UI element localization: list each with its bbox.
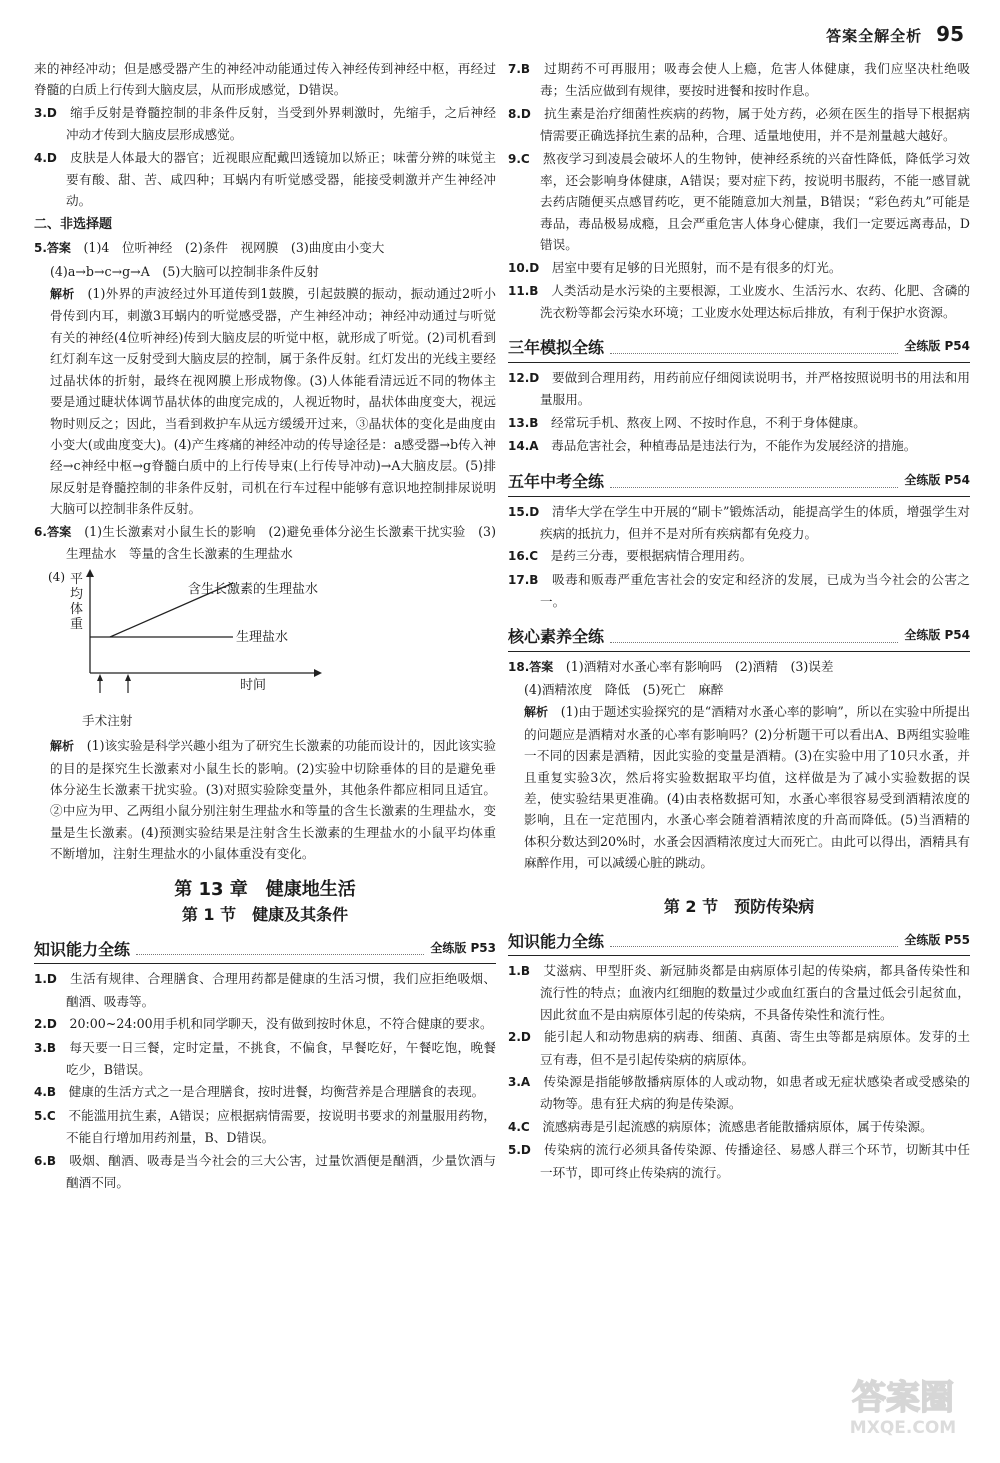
section-band: 核心素养全练 全练版 P54 [508,621,970,652]
answer-item: 13.B 经常玩手机、熬夜上网、不按时作息，不利于身体健康。 [508,414,866,430]
section-band: 三年模拟全练 全练版 P54 [508,332,970,363]
x-axis-label: 时间 [240,678,267,694]
dotted-leader [610,642,898,643]
section-heading: 二、非选择题 [34,216,113,232]
x-axis-arrow [314,669,322,677]
series-label-0: 含生长激素的生理盐水 [188,582,319,598]
answer-item: 5.答案 (1)4 位听神经 (2)条件 视网膜 (3)曲度由小变大 [34,240,385,256]
answer-line: (4)a→b→c→g→A (5)大脑可以控制非条件反射 [50,263,319,279]
left-column [34,58,496,1194]
answer-item: 6.B 吸烟、酗酒、吸毒是当今社会的三大公害，过量饮酒便是酗酒，少量饮酒与酗酒不同。 [34,1152,497,1191]
chart-axis-note: 手术注射 [82,712,133,728]
continued-paragraph: 来的神经冲动；但是感受器产生的神经冲动能通过传入神经传到神经中枢，再经过脊髓的白质上行传到大脑皮层，从而形成感觉，D错误。 [34,61,496,98]
chart-label-prefix: (4) [48,570,65,585]
answer-list [508,960,970,1183]
section-title: 第 1 节 健康及其条件 [181,905,349,924]
watermark-logo [828,1369,978,1439]
answer-item: 7.B 过期药不可再服用；吸毒会使人上瘾，危害人体健康，我们应坚决杜绝吸毒；生活应做到有规律，要按时进餐和按时作息。 [508,61,971,99]
page-header [826,6,964,46]
answer-item: 3.A 传染源是指能够散播病原体的人或动物，如患者或无症状感染者或受感染的动物等。患有狂犬病的狗是传染源。 [508,1074,971,1112]
section-title: 第 2 节 预防传染病 [663,896,815,916]
dotted-leader [610,487,898,488]
answer-item: 1.B 艾滋病、甲型肝炎、新冠肺炎都是由病原体引起的传染病，都具备传染性和流行性的特点；血液内红细胞的数量过少或血红蛋白的含量过低会引起贫血，因此贫血不是由病原体引起的传染病，不具备传染性和流行性。 [508,963,971,1022]
answer-item: 5.D 传染病的流行必须具备传染源、传播途径、易感人群三个环节，切断其中任一环节，即可终止传染病的流行。 [508,1142,971,1180]
answer-item: 4.C 流感病毒是引起流感的病原体；流感患者能散播病原体，属于传染源。 [508,1118,933,1134]
answer-item: 2.D 20:00~24:00用手机和同学聊天，没有做到按时休息，不符合健康的要求。 [34,1016,493,1032]
answer-item: 14.A 毒品危害社会，种植毒品是违法行为，不能作为发展经济的措施。 [508,438,917,454]
answer-item: 4.B 健康的生活方式之一是合理膳食，按时进餐，均衡营养是合理膳食的表现。 [34,1084,485,1100]
series-label-1: 生理盐水 [236,630,289,646]
weight-chart [48,567,368,703]
answer-item: 8.D 抗生素是治疗细菌性疾病的药物，属于处方药，必须在医生的指导下根据病情需要正确选择抗生素的品种，合理、适量地使用，并不是剂量越大越好。 [508,105,971,144]
answer-item: 17.B 吸毒和贩毒严重危害社会的安定和经济的发展，已成为当今社会的公害之一。 [508,571,971,610]
answer-item: 9.C 熬夜学习到凌晨会破坏人的生物钟，使神经系统的兴奋性降低，降低学习效率，还会影响身体健康，A错误；要对症下药，按说明书服药，不能一感冒就去药店随便买点感冒药吃，更不能随意加大剂量，B错误；“彩色药丸”可能是毒品，毒品极易成瘾，且会严重危害人体身心健康，我们一定要远离毒品，D错误。 [508,150,971,253]
section-band: 知识能力全练 全练版 P53 [34,933,496,964]
answer-item: 2.D 能引起人和动物患病的病毒、细菌、真菌、寄生虫等都是病原体。发芽的土豆有毒，但不是引起传染病的病原体。 [508,1029,971,1067]
answer-item: 18.答案 (1)酒精对水蚤心率有影响吗 (2)酒精 (3)误差 [508,658,834,674]
answer-item: 10.D 居室中要有足够的日光照射，而不是有很多的灯光。 [508,259,842,275]
section-band: 五年中考全练 全练版 P54 [508,466,970,497]
y-axis-arrow [86,569,94,577]
watermark-sub: MXQE.COM [849,1418,957,1438]
dotted-leader [610,946,898,947]
right-column [508,58,970,1184]
answer-item: 3.D 缩手反射是脊髓控制的非条件反射，当受到外界刺激时，先缩手，之后神经冲动才传到大脑皮层形成感觉。 [34,104,497,143]
explanation: 解析 (1)外界的声波经过外耳道传到1鼓膜，引起鼓膜的振动，振动通过2听小骨传到内耳，刺激3耳蜗内的听觉感受器，产生神经冲动；神经冲动通过与听觉有关的神经(4位听神经)传到大脑皮层的听觉中枢，就形成了听觉。(2)司机看到红灯刹车这一反射受到大脑皮层的控制，属于条件反射。红灯发出的光线主要经过晶状体的折射，最终在视网膜上形成物像。(3)人体能看清远近不同的物体主要是通过睫状体调节晶状体的曲度完成的，人视近物时，晶状体曲度变大，视远物时则反之；因此，当看到救护车从远方缓缓开过来，③晶状体的变化是曲度由小变大(或曲度变大)。(4)产生疼痛的神经冲动的传导途径是：a感受器→b传入神经→c神经中枢→g脊髓白质中的上行传导束(上行传导冲动)→A大脑皮层。(5)排尿反射是脊髓控制的非条件反射，司机在行车过程中能够有意识地控制排尿说明大脑可以控制非条件反射。 [50,286,496,517]
dotted-leader [136,954,424,955]
answer-item: 16.C 是药三分毒，要根据病情合理用药。 [508,548,753,564]
chapter-title: 第 13 章 健康地生活 [174,878,356,900]
answer-list [508,501,970,613]
answer-list [508,367,970,458]
answer-list [34,968,496,1193]
answer-item: 11.B 人类活动是水污染的主要根源，工业废水、生活污水、农药、化肥、含磷的洗衣粉等都会污染水环境；工业废水处理达标后排放，有利于保护水资源。 [508,283,971,321]
answer-item: 1.D 生活有规律、合理膳食、合理用药都是健康的生活习惯，我们应拒绝吸烟、酗酒、吸毒等。 [34,971,497,1009]
answer-item: 15.D 清华大学在学生中开展的“刷卡”锻炼活动，能提高学生的体质，增强学生对疾病的抵抗力，但并不是对所有疾病都有免疫力。 [508,503,970,541]
explanation: 解析 (1)由于题述实验探究的是“酒精对水蚤心率的影响”，所以在实验中所提出的问题应是酒精对水蚤的心率有影响吗？(2)分析题干可以看出A、B两组实验唯一不同的因素是酒精，因此实验的变量是酒精。(3)在实验中用了10只水蚤，并且重复实验3次，然后将实验数据取平均值，这样做是为了减小实验数据的误差，使实验结果更准确。(4)由表格数据可知，水蚤心率很容易受到酒精浓度的影响，且在一定范围内，水蚤心率会随着酒精浓度的升高而降低。(5)当酒精的体积分数达到20%时，水蚤会因酒精浓度过大而死亡。由此可以得出，酒精具有麻醉作用，可以减缓心脏的跳动。 [524,704,971,871]
explanation: 解析 (1)该实验是科学兴趣小组为了研究生长激素的功能而设计的，因此该实验的目的是探究生长激素对小鼠生长的影响。(2)实验中切除垂体的目的是避免垂体分泌生长激素干扰实验。(3)对照实验除变量外，其他条件都应相同且适宜。②中应为甲、乙两组小鼠分别注射生理盐水和等量的含生长激素的生理盐水，变量是生长激素。(4)预测实验结果是注射含生长激素的生理盐水的小鼠平均体重不断增加，注射生理盐水的小鼠体重没有变化。 [50,738,497,862]
section-band: 知识能力全练 全练版 P55 [508,925,970,956]
answer-item: 3.B 每天要一日三餐，定时定量，不挑食，不偏食，早餐吃好，午餐吃饱，晚餐吃少，B错误。 [34,1039,497,1078]
watermark-main: 答案圈 [852,1378,954,1418]
answer-line: (4)酒精浓度 降低 (5)死亡 麻醉 [524,681,724,697]
header-title: 答案全解全析 [826,27,923,45]
answer-item: 6.答案 (1)生长激素对小鼠生长的影响 (2)避免垂体分泌生长激素干扰实验 (3)生理盐水 等量的含生长激素的生理盐水 [34,523,496,561]
y-axis-label: 平均体重 [70,572,85,633]
dotted-leader [610,353,898,354]
page-number: 95 [936,22,964,46]
answer-item: 4.D 皮肤是人体最大的器官；近视眼应配戴凹透镜加以矫正；味蕾分辨的味觉主要有酸、甜、苦、咸四种；耳蜗内有听觉感受器，能接受刺激并产生神经冲动。 [34,149,497,209]
answer-item: 12.D 要做到合理用药，用药前应仔细阅读说明书，并严格按照说明书的用法和用量服用。 [508,369,971,408]
answer-list [508,58,970,324]
answer-item: 5.C 不能滥用抗生素，A错误；应根据病情需要，按说明书要求的剂量服用药物，不能自行增加用药剂量，B、D错误。 [34,1107,496,1146]
